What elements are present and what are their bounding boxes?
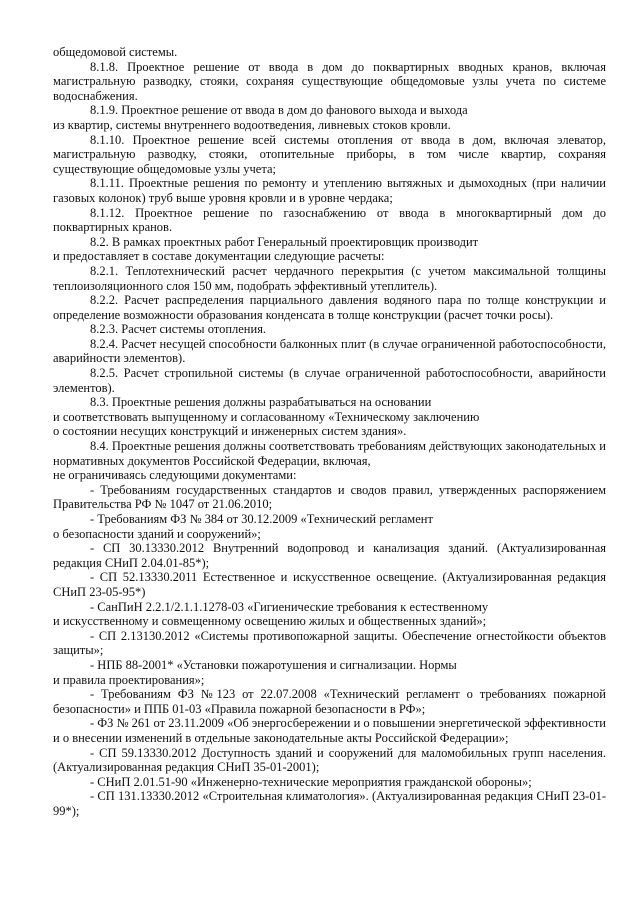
paragraph: не ограничиваясь следующими документами: (53, 468, 297, 483)
paragraph: общедомовой системы. (53, 45, 178, 59)
paragraph: 8.2.5. Расчет стропильной системы (в случае ограниченной работоспособности, аварийности элементов). (53, 366, 606, 395)
paragraph: 8.2. В рамках проектных работ Генеральный проектировщик производит (90, 234, 479, 249)
paragraph: и правила проектирования»; (53, 672, 205, 687)
paragraph: - Требованиям ФЗ № 384 от 30.12.2009 «Технический регламент (90, 512, 433, 526)
paragraph: 8.2.1. Теплотехнический расчет чердачного перекрытия (с учетом максимальной толщины теплоизоляционного слоя 150 мм, подобрать эффективный утеплитель). (53, 263, 606, 293)
paragraph: - СНиП 2.01.51-90 «Инженерно-технические мероприятия гражданской обороны»; (90, 774, 532, 789)
paragraph: 8.2.3. Расчет системы отопления. (90, 322, 267, 337)
paragraph: 8.2.4. Расчет несущей способности балконных плит (в случае ограниченной работоспособности, аварийности элементов). (53, 336, 606, 366)
paragraph: 8.1.11. Проектные решения по ремонту и утеплению вытяжных и дымоходных (при наличии газовых колонок) труб выше уровня кровли и в уровне чердака; (53, 176, 606, 205)
paragraph: - СП 52.13330.2011 Естественное и искусственное освещение. (Актуализированная редакция СНиП 23-05-95*) (53, 570, 606, 599)
paragraph: 8.1.9. Проектное решение от ввода в дом до фанового выхода и выхода (90, 103, 468, 118)
paragraph: и искусственному и совмещенному освещению жилых и общественных зданий»; (53, 614, 487, 629)
paragraph: - Требованиям государственных стандартов и сводов правил, утвержденных распоряжением Правительства РФ № 1047 от 21.06.2010; (53, 482, 606, 512)
document-page (53, 45, 606, 818)
paragraph: о безопасности зданий и сооружений»; (53, 526, 261, 541)
paragraph: из квартир, системы внутреннего водоотведения, ливневых стоков кровли. (53, 117, 451, 132)
paragraph: 8.4. Проектные решения должны соответствовать требованиям действующих законодательных и нормативных документов Российской Федерации, включая, (53, 439, 606, 468)
paragraph: 8.1.8. Проектное решение от ввода в дом до поквартирных вводных кранов, включая магистральную разводку, стояки, сохраняя существующие общедомовые узлы учета по системе водоснабжения. (53, 59, 606, 103)
paragraph: о состоянии несущих конструкций и инженерных систем здания». (53, 424, 407, 439)
paragraph: и соответствовать выпущенному и согласованному «Техническому заключению (53, 409, 480, 424)
paragraph: - СП 59.13330.2012 Доступность зданий и сооружений для маломобильных групп населения. (Актуализированная редакция СНиП 35-01-2001); (53, 745, 606, 775)
paragraph: - СП 2.13130.2012 «Системы противопожарной защиты. Обеспечение огнестойкости объектов защиты»; (53, 628, 606, 658)
paragraph: - СП 131.13330.2012 «Строительная климатология». (Актуализированная редакция СНиП 23-01-99*); (53, 789, 606, 818)
paragraph: 8.1.12. Проектное решение по газоснабжению от ввода в многоквартирный дом до поквартирных кранов. (53, 205, 606, 235)
paragraph: - СП 30.13330.2012 Внутренний водопровод и канализация зданий. (Актуализированная редакция СНиП 2.04.01-85*); (53, 541, 606, 570)
paragraph: - НПБ 88-2001* «Установки пожаротушения и сигнализации. Нормы (90, 657, 457, 672)
paragraph: и предоставляет в составе документации следующие расчеты: (53, 249, 385, 264)
paragraph: - ФЗ № 261 от 23.11.2009 «Об энергосбережении и о повышении энергетической эффективности и о внесении изменений в отдельные законодательные акты Российской Федерации»; (53, 716, 606, 745)
paragraph: 8.2.2. Расчет распределения парциального давления водяного пара по толще конструкции и определение возможности образования конденсата в толще конструкции (расчет точки росы). (53, 293, 606, 322)
paragraph: - Требованиям ФЗ №123 от 22.07.2008 «Технический регламент о требованиях пожарной безопасности» и ППБ 01-03 «Правила пожарной безопасности в РФ»; (53, 687, 606, 716)
paragraph: 8.3. Проектные решения должны разрабатываться на основании (90, 395, 432, 410)
paragraph: 8.1.10. Проектное решение всей системы отопления от ввода в дом, включая элеватор, магистральную разводку, стояки, отопительные приборы, в том числе квартир, сохраняя существующие общедомовые узлы учета; (53, 132, 606, 176)
paragraph: - СанПиН 2.2.1/2.1.1.1278-03 «Гигиенические требования к естественному (90, 599, 489, 614)
